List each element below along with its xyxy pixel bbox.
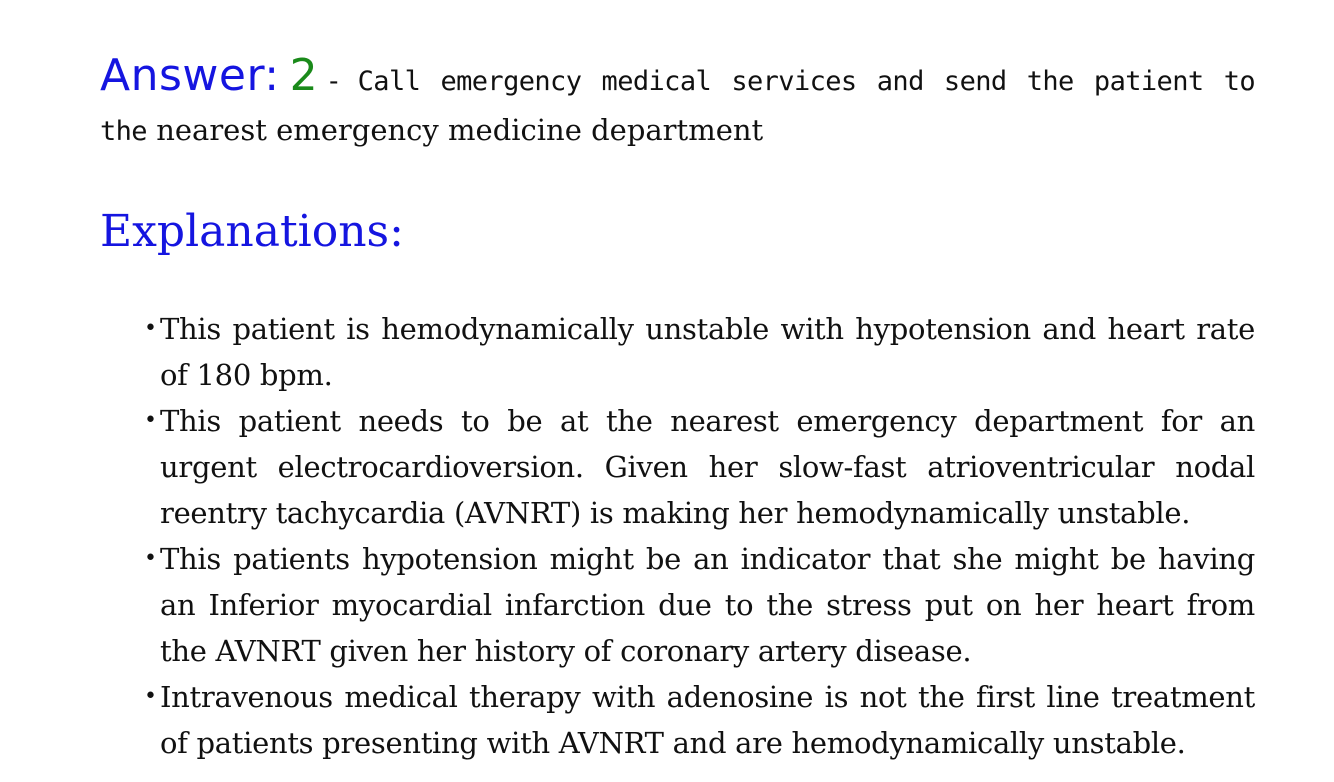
list-item — [144, 306, 1255, 398]
bullet-icon: • — [144, 546, 157, 571]
answer-text-tail: nearest emergency medicine department — [156, 113, 764, 147]
bullet-icon: • — [144, 408, 157, 433]
bullet-icon: • — [144, 316, 157, 341]
list-item-text: This patients hypotension might be an indicator that she might be having an Inferior myocardial infarction due to the stress put on her heart from the AVNRT given her history of coronary artery disease. — [160, 542, 1255, 668]
list-item-text: Intravenous medical therapy with adenosine is not the first line treatment of patients presenting with AVNRT and are hemodynamically unstable. — [160, 680, 1255, 760]
answer-number: 2 — [289, 50, 318, 101]
explanations-heading: Explanations: — [100, 206, 404, 257]
answer-label: Answer: — [100, 50, 280, 101]
answer-dash: - — [325, 66, 342, 97]
explanations-list — [100, 306, 1255, 766]
bullet-icon: • — [144, 684, 157, 709]
list-item — [144, 398, 1255, 536]
list-item — [144, 674, 1255, 766]
answer-text-lead: Call emergency medical services and send the patient to the — [100, 66, 1256, 147]
answer-block — [100, 52, 1255, 156]
list-item-text: This patient needs to be at the nearest emergency department for an urgent electrocardioversion. Given her slow-fast atrioventricular nodal reentry tachycardia (AVNRT) is making her hemodynamically unstable. — [160, 404, 1255, 530]
document-page — [100, 52, 1255, 766]
list-item — [144, 536, 1255, 674]
list-item-text: This patient is hemodynamically unstable with hypotension and heart rate of 180 bpm. — [160, 312, 1255, 392]
